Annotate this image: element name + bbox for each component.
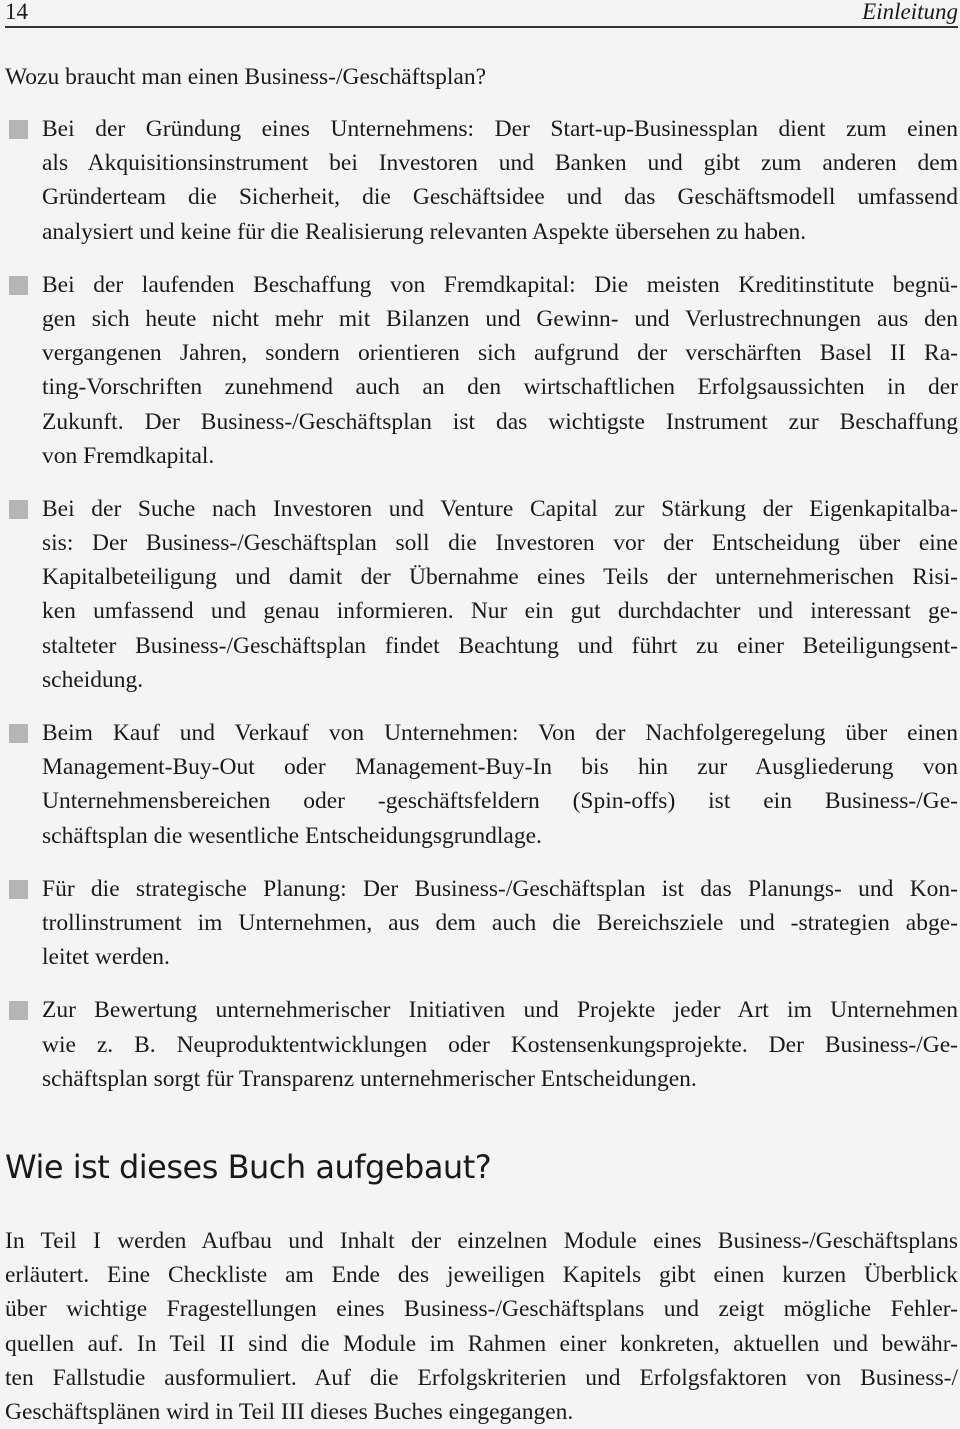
text-line: stalteter Business-/Geschäftsplan findet Beachtung und führt zu einer Beteiligungsent- xyxy=(42,632,958,659)
text-line: Für die strategische Planung: Der Business-/Geschäftsplan ist das Planungs- und Kon- xyxy=(42,875,958,902)
text-line: schäftsplan die wesentliche Entscheidungsgrundlage. xyxy=(42,822,542,849)
text-line: Beim Kauf und Verkauf von Unternehmen: Von der Nachfolgeregelung über einen xyxy=(42,720,958,746)
text-line: Unternehmensbereichen oder -geschäftsfeldern (Spin-offs) ist ein Business-/Ge- xyxy=(42,788,958,815)
text-line: Zukunft. Der Business-/Geschäftsplan ist das wichtigste Instrument zur Beschaffung xyxy=(42,408,958,435)
text-line: Zur Bewertung unternehmerischer Initiativen und Projekte jeder Art im Unternehmen xyxy=(42,997,958,1024)
text-line: von Fremdkapital. xyxy=(42,442,215,469)
list-item xyxy=(0,112,960,249)
text-line: quellen auf. In Teil II sind die Module im Rahmen einer konkreten, aktuellen und bewähr- xyxy=(5,1330,958,1357)
text-line: Bei der Suche nach Investoren und Venture Capital zur Stärkung der Eigenkapitalba- xyxy=(42,495,958,522)
text-line: Kapitalbeteiligung und damit der Übernahme eines Teils der unternehmerischen Risi- xyxy=(42,564,958,591)
bullet-list xyxy=(0,112,960,1115)
text-line: analysiert und keine für die Realisierung relevanten Aspekte übersehen zu haben. xyxy=(42,218,807,245)
list-item xyxy=(0,993,960,1096)
square-bullet-icon xyxy=(9,1001,28,1020)
text-line: scheidung. xyxy=(42,666,144,693)
square-bullet-icon xyxy=(9,880,28,899)
text-line: gen sich heute nicht mehr mit Bilanzen und Gewinn- und Verlustrechnungen aus den xyxy=(42,305,958,332)
text-line: Geschäftsplänen wird in Teil III dieses Buches eingegangen. xyxy=(5,1398,574,1425)
text-line: Bei der Gründung eines Unternehmens: Der Start-up-Businessplan dient zum einen xyxy=(42,116,958,142)
square-bullet-icon xyxy=(9,500,28,519)
list-item xyxy=(0,268,960,473)
text-line: über wichtige Fragestellungen eines Business-/Geschäftsplans und zeigt mögliche Fehler- xyxy=(5,1296,958,1323)
page-number: 14 xyxy=(5,0,28,24)
page-header xyxy=(5,0,958,28)
text-line: wie z. B. Neuproduktentwicklungen oder Kostensenkungsprojekte. Der Business-/Ge- xyxy=(42,1031,958,1058)
list-item xyxy=(0,872,960,975)
text-line: In Teil I werden Aufbau und Inhalt der einzelnen Module eines Business-/Geschäftsplans xyxy=(5,1228,958,1254)
running-section-title: Einleitung xyxy=(862,0,958,24)
body-paragraph xyxy=(5,1224,958,1429)
text-line: ting-Vorschriften zunehmend auch an den wirtschaftlichen Erfolgsaussichten in der xyxy=(42,374,958,401)
intro-question: Wozu braucht man einen Business-/Geschäftsplan? xyxy=(5,64,487,90)
list-item xyxy=(0,716,960,853)
text-line: Gründerteam die Sicherheit, die Geschäftsidee und das Geschäftsmodell umfassend xyxy=(42,184,958,211)
section-heading: Wie ist dieses Buch aufgebaut? xyxy=(5,1148,492,1186)
text-line: ken umfassend und genau informieren. Nur ein gut durchdachter und interessant ge- xyxy=(42,598,958,625)
text-line: Management-Buy-Out oder Management-Buy-In bis hin zur Ausgliederung von xyxy=(42,754,958,781)
text-line: schäftsplan sorgt für Transparenz unternehmerischer Entscheidungen. xyxy=(42,1065,697,1092)
text-line: ten Fallstudie ausformuliert. Auf die Erfolgskriterien und Erfolgsfaktoren von Business-/ xyxy=(5,1364,958,1391)
text-line: als Akquisitionsinstrument bei Investoren und Banken und gibt zum anderen dem xyxy=(42,150,958,177)
text-line: Bei der laufenden Beschaffung von Fremdkapital: Die meisten Kreditinstitute begnü- xyxy=(42,271,958,298)
list-item xyxy=(0,492,960,697)
text-line: vergangenen Jahren, sondern orientieren sich aufgrund der verschärften Basel II Ra- xyxy=(42,340,958,367)
text-line: leitet werden. xyxy=(42,944,170,971)
square-bullet-icon xyxy=(9,276,28,295)
text-line: sis: Der Business-/Geschäftsplan soll die Investoren vor der Entscheidung über eine xyxy=(42,530,958,557)
text-line: erläutert. Eine Checkliste am Ende des jeweiligen Kapitels gibt einen kurzen Überblick xyxy=(5,1262,958,1289)
square-bullet-icon xyxy=(9,724,28,743)
text-line: trollinstrument im Unternehmen, aus dem auch die Bereichsziele und -strategien abge- xyxy=(42,909,958,936)
square-bullet-icon xyxy=(9,120,28,139)
